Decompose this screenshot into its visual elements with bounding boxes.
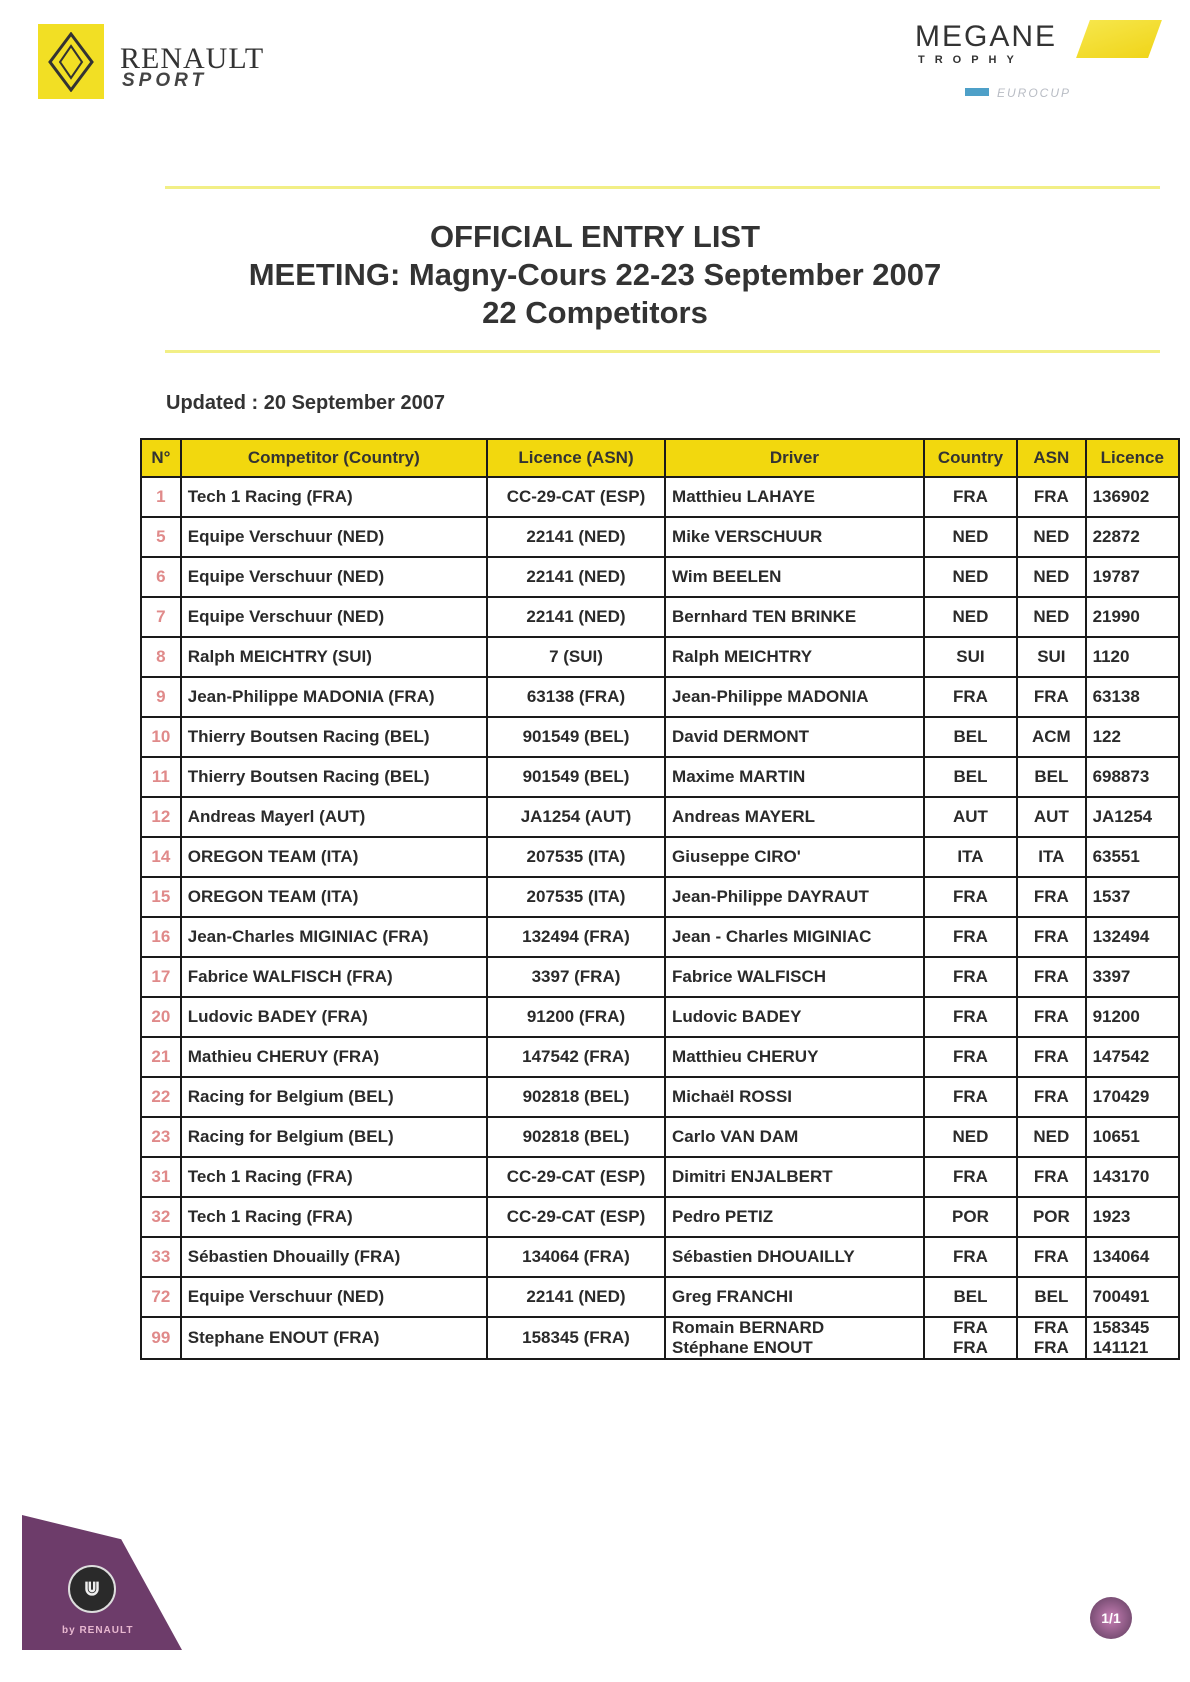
driver-cell-line: Maxime MARTIN	[672, 767, 806, 786]
col-asn: ASN	[1017, 439, 1085, 477]
asn-cell-line: NED	[1033, 1127, 1070, 1146]
asn-cell-line: FRA	[1033, 687, 1069, 706]
car-number: 31	[141, 1157, 181, 1197]
licence-asn-cell: 902818 (BEL)	[487, 1117, 665, 1157]
asn-cell	[1017, 1317, 1085, 1359]
driver-cell-line: Carlo VAN DAM	[672, 1127, 799, 1146]
competitor-cell: OREGON TEAM (ITA)	[181, 877, 487, 917]
competitor-cell: Mathieu CHERUY (FRA)	[181, 1037, 487, 1077]
title-block	[0, 218, 1190, 332]
licence-cell-line: 170429	[1092, 1087, 1150, 1106]
licence-cell	[1086, 1197, 1179, 1237]
country-cell-line: ITA	[957, 847, 984, 866]
top-divider	[165, 186, 1160, 189]
asn-cell-line: NED	[1033, 607, 1070, 626]
car-number: 22	[141, 1077, 181, 1117]
licence-cell	[1086, 1157, 1179, 1197]
licence-asn-cell: 63138 (FRA)	[487, 677, 665, 717]
driver-cell	[665, 1117, 924, 1157]
car-number: 8	[141, 637, 181, 677]
licence-cell	[1086, 757, 1179, 797]
competitor-cell: Thierry Boutsen Racing (BEL)	[181, 757, 487, 797]
table-row	[141, 997, 1179, 1037]
licence-cell-line: 141121	[1092, 1338, 1149, 1357]
car-number: 32	[141, 1197, 181, 1237]
licence-asn-cell: CC-29-CAT (ESP)	[487, 1197, 665, 1237]
country-cell	[924, 717, 1017, 757]
asn-cell	[1017, 797, 1085, 837]
car-number: 1	[141, 477, 181, 517]
country-cell	[924, 557, 1017, 597]
driver-cell-line: Andreas MAYERL	[672, 807, 815, 826]
col-number: N°	[141, 439, 181, 477]
asn-cell-line: FRA	[1033, 1007, 1069, 1026]
licence-cell-line: 158345	[1092, 1318, 1150, 1337]
licence-asn-cell: 147542 (FRA)	[487, 1037, 665, 1077]
driver-cell-line: Jean - Charles MIGINIAC	[672, 927, 872, 946]
driver-cell-line: Matthieu LAHAYE	[672, 487, 815, 506]
licence-cell	[1086, 517, 1179, 557]
table-row	[141, 1077, 1179, 1117]
licence-asn-cell: 207535 (ITA)	[487, 877, 665, 917]
asn-cell	[1017, 1037, 1085, 1077]
country-cell-line: AUT	[952, 807, 988, 826]
driver-cell-line: Pedro PETIZ	[672, 1207, 774, 1226]
driver-cell	[665, 1277, 924, 1317]
asn-cell	[1017, 557, 1085, 597]
licence-cell-line: 63551	[1092, 847, 1140, 866]
competitor-cell: Thierry Boutsen Racing (BEL)	[181, 717, 487, 757]
driver-cell-line: Stéphane ENOUT	[672, 1338, 813, 1357]
licence-cell	[1086, 837, 1179, 877]
col-country: Country	[924, 439, 1017, 477]
competitor-cell: OREGON TEAM (ITA)	[181, 837, 487, 877]
table-row	[141, 1117, 1179, 1157]
competitor-cell: Tech 1 Racing (FRA)	[181, 1157, 487, 1197]
licence-cell	[1086, 597, 1179, 637]
table-row	[141, 757, 1179, 797]
asn-cell-line: FRA	[1033, 967, 1069, 986]
competitor-cell: Ralph MEICHTRY (SUI)	[181, 637, 487, 677]
car-number: 17	[141, 957, 181, 997]
asn-cell	[1017, 717, 1085, 757]
updated-date: Updated : 20 September 2007	[166, 392, 445, 414]
licence-asn-cell: 91200 (FRA)	[487, 997, 665, 1037]
asn-cell	[1017, 1277, 1085, 1317]
col-driver: Driver	[665, 439, 924, 477]
table-row	[141, 677, 1179, 717]
driver-cell-line: Romain BERNARD	[672, 1318, 825, 1337]
competitor-cell: Racing for Belgium (BEL)	[181, 1077, 487, 1117]
asn-cell-line: FRA	[1033, 1087, 1069, 1106]
table-row	[141, 637, 1179, 677]
licence-cell-line: 122	[1092, 727, 1121, 746]
licence-cell-line: 19787	[1092, 567, 1140, 586]
competitor-cell: Tech 1 Racing (FRA)	[181, 477, 487, 517]
driver-cell-line: Greg FRANCHI	[672, 1287, 793, 1306]
country-cell-line: FRA	[952, 1007, 988, 1026]
car-number: 9	[141, 677, 181, 717]
country-cell	[924, 1237, 1017, 1277]
car-number: 99	[141, 1317, 181, 1359]
licence-cell-line: 1120	[1092, 647, 1130, 666]
licence-cell-line: 1923	[1092, 1207, 1131, 1226]
brand-sport: SPORT	[122, 70, 208, 91]
licence-cell-line: 147542	[1092, 1047, 1150, 1066]
country-cell	[924, 1197, 1017, 1237]
licence-cell	[1086, 557, 1179, 597]
table-row	[141, 717, 1179, 757]
competitor-cell: Equipe Verschuur (NED)	[181, 1277, 487, 1317]
licence-cell	[1086, 997, 1179, 1037]
driver-cell-line: Ralph MEICHTRY	[672, 647, 813, 666]
col-licence: Licence	[1086, 439, 1179, 477]
country-cell	[924, 637, 1017, 677]
table-row	[141, 1157, 1179, 1197]
table-row	[141, 1197, 1179, 1237]
driver-cell-line: Sébastien DHOUAILLY	[672, 1247, 855, 1266]
asn-cell	[1017, 877, 1085, 917]
asn-cell-line: POR	[1032, 1207, 1070, 1226]
licence-cell-line: 698873	[1092, 767, 1150, 786]
country-cell-line: NED	[952, 567, 989, 586]
renault-diamond-icon	[48, 32, 94, 92]
licence-cell	[1086, 797, 1179, 837]
licence-cell-line: 136902	[1092, 487, 1150, 506]
table-row	[141, 877, 1179, 917]
country-cell	[924, 597, 1017, 637]
driver-cell-line: Giuseppe CIRO'	[672, 847, 801, 866]
country-cell	[924, 837, 1017, 877]
asn-cell-line: FRA	[1033, 487, 1069, 506]
licence-cell	[1086, 637, 1179, 677]
country-cell-line: POR	[952, 1207, 989, 1226]
competitor-cell: Ludovic BADEY (FRA)	[181, 997, 487, 1037]
table-row	[141, 517, 1179, 557]
country-cell	[924, 517, 1017, 557]
licence-cell-line: 63138	[1092, 687, 1140, 706]
table-header-row	[141, 439, 1179, 477]
country-cell	[924, 997, 1017, 1037]
country-cell-line: SUI	[956, 647, 985, 666]
meeting-title: MEETING: Magny-Cours 22-23 September 2007	[248, 257, 942, 292]
driver-cell	[665, 877, 924, 917]
car-number: 16	[141, 917, 181, 957]
country-cell	[924, 1317, 1017, 1359]
asn-cell-line: FRA	[1033, 1318, 1069, 1337]
asn-cell	[1017, 517, 1085, 557]
asn-cell-line: NED	[1033, 527, 1070, 546]
driver-cell	[665, 837, 924, 877]
country-cell	[924, 877, 1017, 917]
asn-cell	[1017, 677, 1085, 717]
car-number: 20	[141, 997, 181, 1037]
asn-cell-line: ACM	[1032, 727, 1071, 746]
megane-trophy-emblem-icon: ⋓	[68, 1565, 116, 1613]
driver-cell	[665, 1237, 924, 1277]
licence-cell-line: 22872	[1092, 527, 1140, 546]
asn-cell-line: FRA	[1033, 887, 1069, 906]
country-cell	[924, 1157, 1017, 1197]
licence-asn-cell: 22141 (NED)	[487, 597, 665, 637]
driver-cell-line: Mike VERSCHUUR	[672, 527, 823, 546]
country-cell-line: FRA	[952, 927, 988, 946]
competitor-cell: Equipe Verschuur (NED)	[181, 557, 487, 597]
bottom-divider	[165, 350, 1160, 353]
table-row	[141, 837, 1179, 877]
licence-cell	[1086, 477, 1179, 517]
page-indicator: 1/1	[1090, 1597, 1132, 1639]
asn-cell	[1017, 477, 1085, 517]
licence-asn-cell: 22141 (NED)	[487, 1277, 665, 1317]
megane-logo-text: MEGANE	[915, 20, 1058, 53]
asn-cell	[1017, 957, 1085, 997]
driver-cell-line: Jean-Philippe DAYRAUT	[672, 887, 869, 906]
licence-cell-line: 10651	[1092, 1127, 1140, 1146]
car-number: 10	[141, 717, 181, 757]
country-cell	[924, 1037, 1017, 1077]
licence-cell	[1086, 1037, 1179, 1077]
asn-cell	[1017, 1157, 1085, 1197]
asn-cell-line: NED	[1033, 567, 1070, 586]
licence-asn-cell: 134064 (FRA)	[487, 1237, 665, 1277]
footer-badge-text: by RENAULT	[62, 1625, 134, 1636]
asn-cell-line: BEL	[1034, 1287, 1069, 1306]
competitor-cell: Fabrice WALFISCH (FRA)	[181, 957, 487, 997]
car-number: 11	[141, 757, 181, 797]
driver-cell-line: Michaël ROSSI	[672, 1087, 793, 1106]
country-cell	[924, 757, 1017, 797]
driver-cell	[665, 557, 924, 597]
licence-cell	[1086, 717, 1179, 757]
driver-cell	[665, 997, 924, 1037]
country-cell-line: FRA	[952, 967, 988, 986]
renault-logo	[38, 24, 104, 99]
competitor-count: 22 Competitors	[482, 295, 708, 330]
table-row	[141, 597, 1179, 637]
country-cell-line: NED	[952, 527, 989, 546]
competitor-cell: Equipe Verschuur (NED)	[181, 517, 487, 557]
car-number: 5	[141, 517, 181, 557]
licence-cell	[1086, 917, 1179, 957]
asn-cell	[1017, 917, 1085, 957]
licence-asn-cell: 22141 (NED)	[487, 517, 665, 557]
country-cell-line: FRA	[952, 1247, 988, 1266]
licence-asn-cell: 902818 (BEL)	[487, 1077, 665, 1117]
table-row	[141, 1317, 1179, 1359]
licence-cell	[1086, 1117, 1179, 1157]
asn-cell-line: FRA	[1033, 1047, 1069, 1066]
licence-cell	[1086, 1077, 1179, 1117]
country-cell	[924, 1077, 1017, 1117]
table-row	[141, 1237, 1179, 1277]
licence-cell-line: 134064	[1092, 1247, 1150, 1266]
driver-cell	[665, 1197, 924, 1237]
brand-renault: RENAULT	[120, 42, 265, 75]
licence-asn-cell: JA1254 (AUT)	[487, 797, 665, 837]
country-cell-line: FRA	[952, 1087, 988, 1106]
driver-cell	[665, 1317, 924, 1359]
car-number: 7	[141, 597, 181, 637]
asn-cell	[1017, 1237, 1085, 1277]
asn-cell	[1017, 757, 1085, 797]
licence-cell-line: 1537	[1092, 887, 1131, 906]
licence-asn-cell: 901549 (BEL)	[487, 717, 665, 757]
driver-cell	[665, 957, 924, 997]
car-number: 33	[141, 1237, 181, 1277]
page-title: OFFICIAL ENTRY LIST	[429, 219, 761, 254]
licence-asn-cell: CC-29-CAT (ESP)	[487, 1157, 665, 1197]
driver-cell	[665, 917, 924, 957]
asn-cell-line: FRA	[1033, 1167, 1069, 1186]
licence-asn-cell: 132494 (FRA)	[487, 917, 665, 957]
sponsor-label: EUROCUP	[997, 86, 1072, 100]
driver-cell	[665, 757, 924, 797]
country-cell-line: BEL	[953, 727, 988, 746]
country-cell	[924, 1117, 1017, 1157]
asn-cell	[1017, 1077, 1085, 1117]
driver-cell	[665, 1037, 924, 1077]
licence-cell	[1086, 1317, 1179, 1359]
country-cell-line: FRA	[952, 887, 988, 906]
asn-cell-line: BEL	[1034, 767, 1069, 786]
driver-cell-line: Matthieu CHERUY	[672, 1047, 819, 1066]
country-cell-line: FRA	[952, 487, 988, 506]
licence-asn-cell: 22141 (NED)	[487, 557, 665, 597]
driver-cell-line: Wim BEELEN	[672, 567, 782, 586]
country-cell	[924, 477, 1017, 517]
competitor-cell: Andreas Mayerl (AUT)	[181, 797, 487, 837]
licence-cell-line: 700491	[1092, 1287, 1150, 1306]
competitor-cell: Jean-Charles MIGINIAC (FRA)	[181, 917, 487, 957]
licence-cell	[1086, 957, 1179, 997]
country-cell-line: BEL	[953, 767, 988, 786]
driver-cell	[665, 1077, 924, 1117]
table-row	[141, 957, 1179, 997]
country-cell	[924, 917, 1017, 957]
country-cell-line: NED	[952, 1127, 989, 1146]
licence-asn-cell: CC-29-CAT (ESP)	[487, 477, 665, 517]
competitor-cell: Tech 1 Racing (FRA)	[181, 1197, 487, 1237]
licence-cell-line: 143170	[1092, 1167, 1150, 1186]
asn-cell	[1017, 1197, 1085, 1237]
driver-cell	[665, 1157, 924, 1197]
table-row	[141, 797, 1179, 837]
licence-asn-cell: 7 (SUI)	[487, 637, 665, 677]
country-cell-line: BEL	[953, 1287, 988, 1306]
asn-cell-line: AUT	[1033, 807, 1069, 826]
table-row	[141, 917, 1179, 957]
asn-cell	[1017, 1117, 1085, 1157]
licence-cell	[1086, 1237, 1179, 1277]
licence-asn-cell: 3397 (FRA)	[487, 957, 665, 997]
licence-asn-cell: 207535 (ITA)	[487, 837, 665, 877]
asn-cell	[1017, 997, 1085, 1037]
licence-cell-line: 91200	[1092, 1007, 1140, 1026]
competitor-cell: Stephane ENOUT (FRA)	[181, 1317, 487, 1359]
driver-cell	[665, 797, 924, 837]
car-number: 23	[141, 1117, 181, 1157]
driver-cell	[665, 637, 924, 677]
sponsor-text	[965, 86, 1071, 100]
competitor-cell: Racing for Belgium (BEL)	[181, 1117, 487, 1157]
licence-cell	[1086, 1277, 1179, 1317]
table-row	[141, 477, 1179, 517]
licence-cell-line: 132494	[1092, 927, 1150, 946]
country-cell	[924, 957, 1017, 997]
licence-cell-line: JA1254	[1092, 807, 1153, 826]
driver-cell-line: Bernhard TEN BRINKE	[672, 607, 857, 626]
trophy-logo-text: TROPHY	[918, 54, 1024, 66]
competitor-cell: Jean-Philippe MADONIA (FRA)	[181, 677, 487, 717]
licence-asn-cell: 158345 (FRA)	[487, 1317, 665, 1359]
competitor-cell: Equipe Verschuur (NED)	[181, 597, 487, 637]
country-cell	[924, 677, 1017, 717]
driver-cell-line: Fabrice WALFISCH	[672, 967, 826, 986]
asn-cell	[1017, 637, 1085, 677]
table-row	[141, 557, 1179, 597]
licence-cell	[1086, 677, 1179, 717]
car-number: 15	[141, 877, 181, 917]
entry-list-table	[140, 438, 1180, 1360]
asn-cell-line: FRA	[1033, 1247, 1069, 1266]
car-number: 72	[141, 1277, 181, 1317]
asn-cell-line: SUI	[1037, 647, 1066, 666]
country-cell	[924, 1277, 1017, 1317]
driver-cell-line: Jean-Philippe MADONIA	[672, 687, 869, 706]
driver-cell-line: Ludovic BADEY	[672, 1007, 802, 1026]
driver-cell	[665, 517, 924, 557]
country-cell-line: FRA	[952, 1338, 988, 1357]
asn-cell	[1017, 837, 1085, 877]
car-number: 14	[141, 837, 181, 877]
country-cell-line: FRA	[952, 1167, 988, 1186]
driver-cell	[665, 677, 924, 717]
country-cell-line: FRA	[952, 1318, 988, 1337]
licence-asn-cell: 901549 (BEL)	[487, 757, 665, 797]
driver-cell-line: Dimitri ENJALBERT	[672, 1167, 833, 1186]
car-number: 12	[141, 797, 181, 837]
megane-stripe-icon	[1076, 20, 1162, 58]
asn-cell-line: ITA	[1038, 847, 1065, 866]
licence-cell-line: 21990	[1092, 607, 1140, 626]
table-row	[141, 1277, 1179, 1317]
driver-cell	[665, 597, 924, 637]
country-cell-line: FRA	[952, 1047, 988, 1066]
licence-cell	[1086, 877, 1179, 917]
col-licence-asn: Licence (ASN)	[487, 439, 665, 477]
country-cell-line: NED	[952, 607, 989, 626]
asn-cell-line: FRA	[1033, 927, 1069, 946]
table-row	[141, 1037, 1179, 1077]
asn-cell	[1017, 597, 1085, 637]
competitor-cell: Sébastien Dhouailly (FRA)	[181, 1237, 487, 1277]
country-cell	[924, 797, 1017, 837]
car-number: 6	[141, 557, 181, 597]
col-competitor: Competitor (Country)	[181, 439, 487, 477]
country-cell-line: FRA	[952, 687, 988, 706]
driver-cell	[665, 477, 924, 517]
licence-cell-line: 3397	[1092, 967, 1131, 986]
driver-cell	[665, 717, 924, 757]
car-number: 21	[141, 1037, 181, 1077]
driver-cell-line: David DERMONT	[672, 727, 809, 746]
asn-cell-line: FRA	[1033, 1338, 1069, 1357]
